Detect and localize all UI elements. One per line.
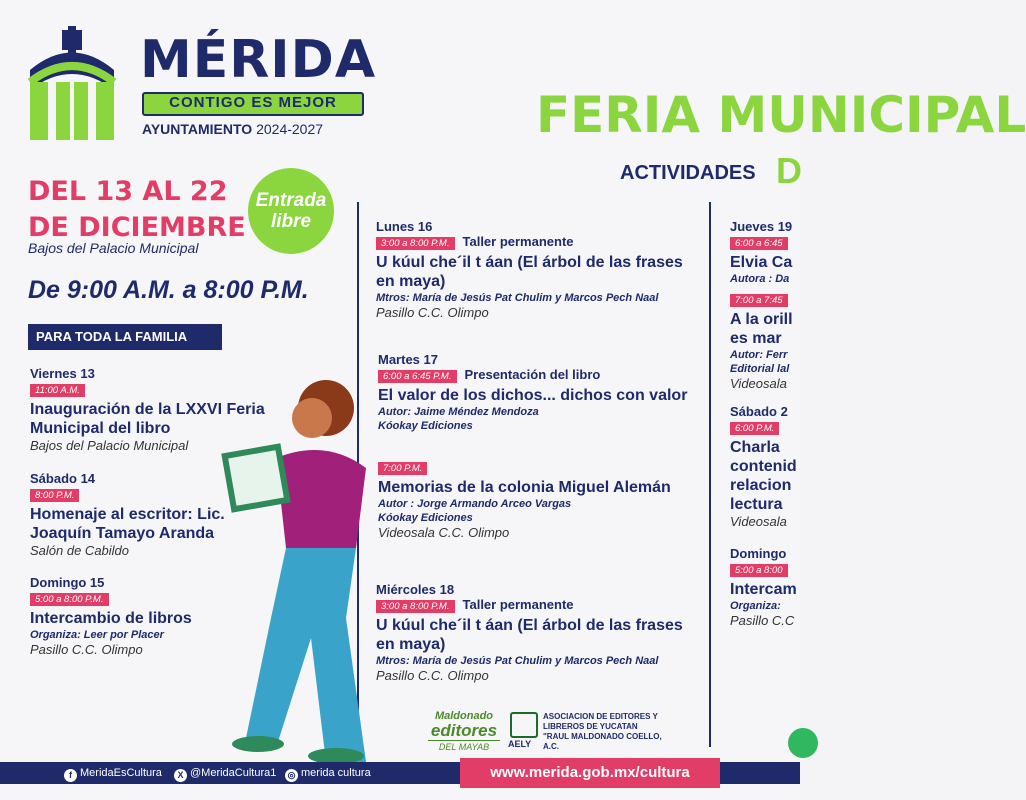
event-publisher: Kóokay Ediciones bbox=[378, 512, 473, 524]
event-day: Sábado 14 bbox=[30, 471, 96, 486]
event-time: 3:00 a 8:00 P.M. bbox=[376, 600, 455, 613]
event-kind: Presentación del libro bbox=[464, 367, 601, 382]
event-credit: Autor : Jorge Armando Arceo Vargas bbox=[378, 498, 572, 510]
x-handle: @MeridaCultura1 bbox=[190, 767, 277, 779]
venue: Bajos del Palacio Municipal bbox=[28, 240, 199, 256]
brand-title: MÉRIDA bbox=[140, 30, 377, 90]
event-credit: Mtros: María de Jesús Pat Chulim y Marcos Pech Naal bbox=[376, 655, 659, 667]
event-day: Lunes 16 bbox=[376, 219, 433, 234]
event-credit: Organiza: bbox=[730, 600, 781, 612]
event-credit: Autora : Da bbox=[730, 273, 790, 285]
ayuntamiento-text: AYUNTAMIENTO bbox=[142, 121, 253, 137]
event-title: Inauguración de la LXXVI Feria Municipal del libro bbox=[30, 401, 265, 437]
activities-word: D bbox=[776, 150, 802, 191]
event-day: Martes 17 bbox=[378, 352, 438, 367]
event-credit: Autor: Ferr bbox=[730, 349, 788, 361]
event-title: Intercam bbox=[730, 581, 797, 598]
event-jueves bbox=[730, 219, 800, 286]
date-line-1: DEL 13 AL 22 bbox=[28, 176, 228, 207]
maldonado-line-2: editores bbox=[430, 721, 498, 740]
event-martes bbox=[378, 352, 688, 433]
ayuntamiento-label bbox=[142, 121, 323, 137]
event-credit: Autor: Jaime Méndez Mendoza bbox=[378, 406, 539, 418]
event-time: 5:00 a 8:00 P.M. bbox=[30, 593, 109, 606]
ayuntamiento-years: 2024-2027 bbox=[256, 121, 324, 137]
date-line-2: DE DICIEMBRE bbox=[28, 212, 246, 243]
event-jueves-2 bbox=[730, 292, 800, 392]
event-time: 7:00 a 7:45 bbox=[730, 294, 788, 307]
event-title: Elvia Ca bbox=[730, 254, 793, 271]
event-credit: Mtros: María de Jesús Pat Chulim y Marcos Pech Naal bbox=[376, 292, 659, 304]
event-title: Memorias de la colonia Miguel Alemán bbox=[378, 479, 671, 496]
event-publisher: Editorial lal bbox=[730, 363, 790, 375]
divider-2 bbox=[709, 202, 711, 747]
event-miercoles bbox=[376, 582, 686, 684]
event-lunes bbox=[376, 219, 686, 321]
event-title: El valor de los dichos... dichos con valor bbox=[378, 387, 688, 404]
asociacion-label: ASOCIACION DE EDITORES Y LIBREROS DE YUCATAN "RAUL MALDONADO COELLO, A.C. bbox=[543, 712, 662, 751]
event-day: Miércoles 18 bbox=[376, 582, 455, 597]
merida-logo-icon bbox=[22, 30, 122, 145]
aely-label: AELY bbox=[508, 739, 532, 749]
event-time: 6:00 a 6:45 bbox=[730, 237, 788, 250]
event-time: 6:00 P.M. bbox=[730, 422, 779, 435]
event-place: Salón de Cabildo bbox=[30, 543, 130, 558]
maldonado-line-3: DEL MAYAB bbox=[428, 740, 500, 753]
event-place: Pasillo C.C bbox=[730, 613, 795, 628]
instagram-handle: merida cultura bbox=[301, 767, 371, 779]
x-link[interactable] bbox=[174, 762, 276, 784]
event-time: 11:00 A.M. bbox=[30, 384, 85, 397]
event-place: Videosala C.C. Olimpo bbox=[378, 525, 510, 540]
event-title: U kúul che´il t áan (El árbol de las frases en maya) bbox=[376, 254, 683, 290]
instagram-link[interactable] bbox=[285, 762, 371, 784]
reader-illustration bbox=[216, 378, 376, 762]
event-time: 6:00 a 6:45 P.M. bbox=[378, 370, 457, 383]
entrada-libre-badge bbox=[248, 168, 334, 254]
event-day: Viernes 13 bbox=[30, 366, 95, 381]
event-place: Pasillo C.C. Olimpo bbox=[376, 668, 489, 683]
facebook-icon: f bbox=[64, 769, 77, 782]
event-title-3: relacion bbox=[730, 477, 792, 494]
event-place: Pasillo C.C. Olimpo bbox=[376, 305, 489, 320]
event-title-4: lectura bbox=[730, 496, 783, 513]
event-title-1: A la orill bbox=[730, 311, 793, 328]
event-day: Jueves 19 bbox=[730, 219, 793, 234]
event-title: U kúul che´il t áan (El árbol de las frases en maya) bbox=[376, 617, 683, 653]
event-title: Intercambio de libros bbox=[30, 610, 192, 627]
event-time: 5:00 a 8:00 bbox=[730, 564, 788, 577]
event-martes-2 bbox=[378, 460, 688, 541]
event-domingo bbox=[730, 546, 800, 629]
event-place: Videosala bbox=[730, 376, 787, 391]
facebook-handle: MeridaEsCultura bbox=[80, 767, 162, 779]
event-day: Sábado 2 bbox=[730, 404, 788, 419]
entrada-line-1: Entrada bbox=[255, 190, 327, 211]
event-kind: Taller permanente bbox=[462, 234, 574, 249]
x-icon: X bbox=[174, 769, 187, 782]
maldonado-logo bbox=[428, 710, 500, 753]
event-time: 8:00 P.M. bbox=[30, 489, 79, 502]
event-day: Domingo bbox=[730, 546, 787, 561]
event-publisher: Kóokay Ediciones bbox=[378, 420, 473, 432]
event-place: Pasillo C.C. Olimpo bbox=[30, 642, 143, 657]
event-time: 3:00 a 8:00 P.M. bbox=[376, 237, 455, 250]
facebook-link[interactable] bbox=[64, 762, 162, 784]
date-range bbox=[28, 174, 246, 246]
website-link[interactable]: www.merida.gob.mx/cultura bbox=[460, 758, 720, 788]
maldonado-line-1: Maldonado bbox=[434, 710, 494, 722]
aely-logo-icon bbox=[510, 712, 538, 738]
brand-slogan: CONTIGO ES MEJOR bbox=[169, 94, 337, 111]
entrada-line-2: libre bbox=[270, 211, 312, 232]
event-place: Videosala bbox=[730, 514, 787, 529]
event-kind: Taller permanente bbox=[462, 597, 574, 612]
instagram-icon: ◎ bbox=[285, 769, 298, 782]
event-day: Domingo 15 bbox=[30, 575, 105, 590]
decorative-dot bbox=[788, 728, 818, 758]
event-place: Bajos del Palacio Municipal bbox=[30, 438, 189, 453]
event-title-2: contenid bbox=[730, 458, 797, 475]
event-title-2: es mar bbox=[730, 330, 782, 347]
event-sabado bbox=[730, 404, 800, 530]
event-title: Homenaje al escritor: Lic. Joaquín Tamayo Aranda bbox=[30, 506, 225, 542]
event-credit: Organiza: Leer por Placer bbox=[30, 629, 164, 641]
hours: De 9:00 A.M. a 8:00 P.M. bbox=[28, 276, 309, 304]
event-title-1: Charla bbox=[730, 439, 780, 456]
feria-title: FERIA MUNICIPAL bbox=[536, 86, 1026, 144]
family-banner: PARA TODA LA FAMILIA bbox=[28, 324, 222, 350]
event-time: 7:00 P.M. bbox=[378, 462, 427, 475]
activities-label: ACTIVIDADES bbox=[620, 162, 756, 184]
